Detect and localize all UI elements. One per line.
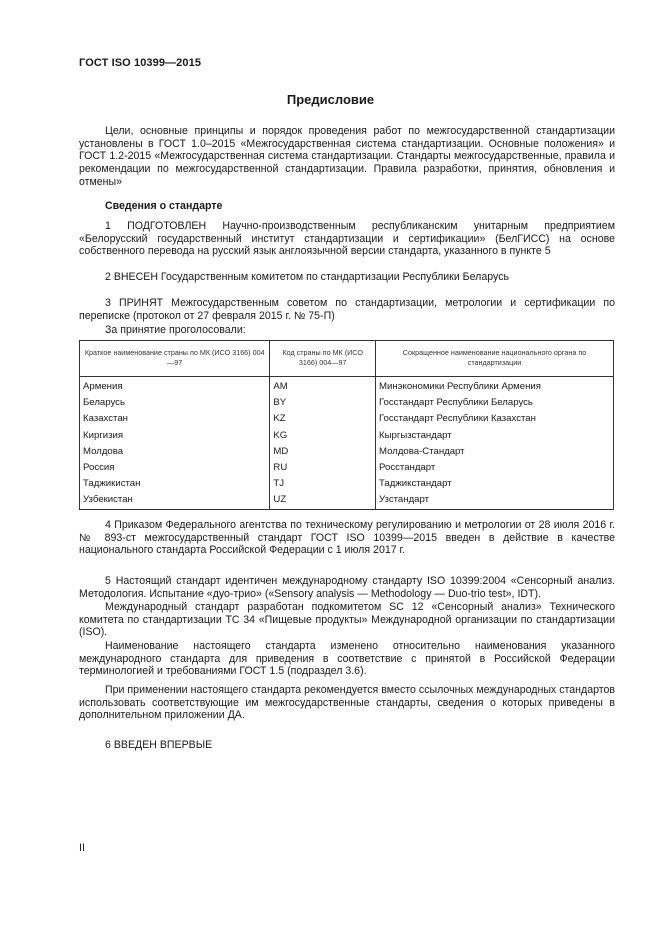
table-row xyxy=(80,444,614,460)
voting-table xyxy=(79,340,614,510)
table-row xyxy=(80,492,614,509)
table-row xyxy=(80,395,614,411)
table-header-country: Краткое наименование страны по МК (ИСО 3166) 004—97 xyxy=(80,341,270,377)
cell-body: Таджикстандарт xyxy=(376,476,614,492)
cell-country: Беларусь xyxy=(80,395,270,411)
voted-label: За принятие проголосовали: xyxy=(105,324,246,336)
cell-body: Молдова-Стандарт xyxy=(376,444,614,460)
table-row xyxy=(80,411,614,427)
table-row xyxy=(80,428,614,444)
cell-code: RU xyxy=(270,460,376,476)
table-row xyxy=(80,460,614,476)
cell-body: Узстандарт xyxy=(376,492,614,509)
item-2-paragraph: 2 ВНЕСЕН Государственным комитетом по стандартизации Республики Беларусь xyxy=(105,271,510,283)
table-header-body: Сокращенное наименование национального органа по стандартизации xyxy=(376,341,614,377)
item-5-paragraph-4: При применении настоящего стандарта рекомендуется вместо ссылочных международных стандартов использовать соответствующие им межгосударственные стандарты, сведения о которых приведены в дополнительном приложении ДА. xyxy=(79,684,615,722)
page-title: Предисловие xyxy=(286,92,375,107)
cell-code: AM xyxy=(270,377,376,396)
item-6-line: 6 ВВЕДЕН ВПЕРВЫЕ xyxy=(105,739,213,751)
item-5-paragraph-2: Международный стандарт разработан подкомитетом SC 12 «Сенсорный анализ» Технического комитета по стандартизации ТС 34 «Пищевые продукты» Международной организации по стандартизации (ISO). xyxy=(79,601,615,639)
cell-country: Молдова xyxy=(80,444,270,460)
item-5-paragraph: 5 Настоящий стандарт идентичен международному стандарту ISO 10399:2004 «Сенсорный анализ. Методология. Испытание «дуо-трио» («Sensory analysis — Methodology — Duo-trio test», IDT). xyxy=(79,575,615,600)
page-number: II xyxy=(79,842,85,854)
cell-code: KG xyxy=(270,428,376,444)
cell-code: TJ xyxy=(270,476,376,492)
item-4-paragraph: 4 Приказом Федерального агентства по техническому регулированию и метрологии от 28 июля 2016 г. № 893-ст межгосударственный стандарт ГОСТ ISO 10399—2015 введен в действие в качестве национального стандарта Российской Федерации с 1 июля 2017 г. xyxy=(79,519,615,557)
cell-country: Армения xyxy=(80,377,270,396)
intro-paragraph: Цели, основные принципы и порядок проведения работ по межгосударственной стандартизации установлены в ГОСТ 1.0–2015 «Межгосударственная система стандартизации. Основные положения» и ГОСТ 1.2-2015 «Межгосударственная система стандартизации. Стандарты межгосударственные, правила и рекомендации по межгосударственной стандартизации. Правила разработки, принятия, обновления и отмены» xyxy=(79,125,615,188)
cell-country: Узбекистан xyxy=(80,492,270,509)
item-5-paragraph-3: Наименование настоящего стандарта изменено относительно наименования указанного международного стандарта для приведения в соответствие с принятой в Российской Федерации терминологией и требованиями ГОСТ 1.5 (подраздел 3.6). xyxy=(79,640,615,678)
cell-body: Госстандарт Республики Казахстан xyxy=(376,411,614,427)
table-row xyxy=(80,377,614,396)
cell-country: Казахстан xyxy=(80,411,270,427)
cell-country: Таджикистан xyxy=(80,476,270,492)
table-header-row xyxy=(80,341,614,377)
item-1-paragraph: 1 ПОДГОТОВЛЕН Научно-производственным республиканским унитарным предприятием «Белорусский государственный институт стандартизации и сертификации» (БелГИСС) на основе собственного перевода на русский язык англоязычной версии стандарта, указанного в пункте 5 xyxy=(79,220,615,258)
cell-body: Кыргызстандарт xyxy=(376,428,614,444)
document-code-header: ГОСТ ISO 10399—2015 xyxy=(79,57,202,69)
cell-code: BY xyxy=(270,395,376,411)
cell-body: Минэкономики Республики Армения xyxy=(376,377,614,396)
info-heading: Сведения о стандарте xyxy=(105,200,223,212)
cell-country: Россия xyxy=(80,460,270,476)
cell-body: Госстандарт Республики Беларусь xyxy=(376,395,614,411)
cell-body: Росстандарт xyxy=(376,460,614,476)
table-row xyxy=(80,476,614,492)
table-header-code: Код страны по МК (ИСО 3166) 004—97 xyxy=(270,341,376,377)
item-3-paragraph: 3 ПРИНЯТ Межгосударственным советом по стандартизации, метрологии и сертификации по переписке (протокол от 27 февраля 2015 г. № 75-П) xyxy=(79,297,615,322)
cell-code: UZ xyxy=(270,492,376,509)
cell-code: MD xyxy=(270,444,376,460)
cell-country: Киргизия xyxy=(80,428,270,444)
cell-code: KZ xyxy=(270,411,376,427)
